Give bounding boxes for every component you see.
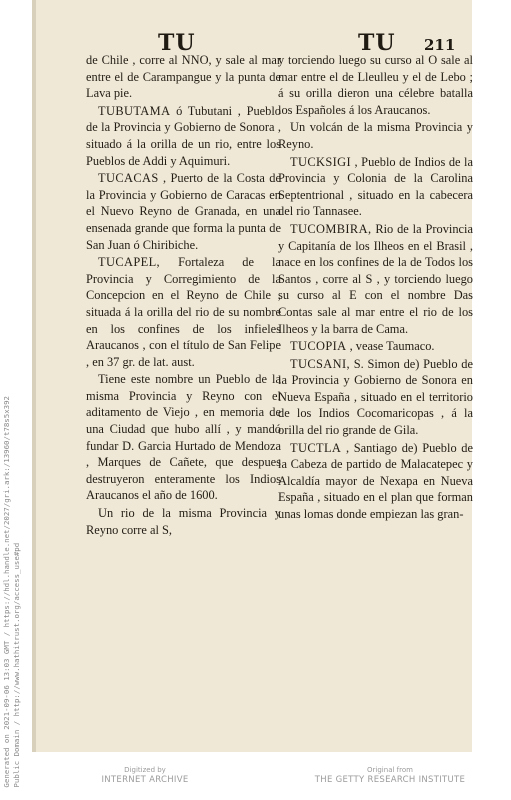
original-from-label: Original from [367,766,413,774]
left-text-column [86,52,281,538]
entry-headword: TUCACAS [98,171,159,186]
paragraph-text: ó Tubutani , Pueblo de la Provincia y Gobierno de Sonora , situado á la orilla de un rio, entre los Pueblos de Addi y Aquimuri. [86,103,281,168]
running-head-right: TU [358,30,396,56]
paragraph [86,371,281,504]
internet-archive-label: INTERNET ARCHIVE [101,775,189,785]
paragraph-text: de Chile , corre al NNO, y sale al mar entre el de Carampangue y la punta de Lava pie. [86,53,281,101]
right-text-column [278,52,473,523]
scanned-page [32,0,472,752]
entry-headword: TUCKSIGI [290,154,352,169]
getty-institute-label: THE GETTY RESEARCH INSTITUTE [314,775,466,785]
page-header [32,30,472,54]
paragraph [278,154,473,220]
entry-headword: TUCOPIA [290,339,347,354]
paragraph-text: , Puerto de la Costa de la Provincia y Gobierno de Caracas en el Nuevo Reyno de Granada, en una ensenada grande que forma la punta de San Juan ó Chiribiche. [86,171,281,252]
entry-headword: TUCAPEL, [98,255,161,270]
scan-edge [32,0,36,752]
paragraph-text: , Santiago de) Pueblo de la Cabeza de partido de Malacatepec y Alcaldía mayor de Nexapa en Nueva España , situado en el plan que forman unas lomas donde empiezan las gran- [278,440,473,522]
entry-headword: TUCSANI, [290,356,350,371]
paragraph [86,52,281,102]
paragraph-text: Fortaleza de la Provincia y Corregimiento de la Concepcion en el Reyno de Chile , situada á la orilla del rio de su nombre en los confines de los infieles Araucanos , con el título de San Felipe , en 37 gr. de lat. aust. [86,255,281,369]
watermark-line-2: Public Domain / http://www.hathitrust.org/access_use#pd [12,543,21,788]
running-head-left: TU [158,30,196,56]
paragraph [278,338,473,355]
paragraph [278,440,473,523]
hathitrust-watermark [2,396,22,788]
digitizer-credit [80,766,210,786]
digitization-footer [0,766,511,800]
paragraph [278,356,473,439]
paragraph [278,52,473,118]
page-number: 211 [424,36,456,54]
digitized-by-label: Digitized by [124,766,166,774]
original-source-credit [300,766,480,786]
paragraph-text: Un rio de la misma Provincia y Reyno corre al S, [86,506,281,537]
paragraph-text: y torciendo luego su curso al O sale al mar entre el de Lleulleu y el de Lebo ; á su orilla dieron una célebre batalla los Españoles á los Araucanos. [278,53,473,117]
paragraph-text: Un volcán de la misma Provincia y Reyno. [278,120,473,151]
paragraph-text: , Pueblo de Indios de la Provincia y Colonia de la Carolina Septentrional , situado en la cabecera del rio Tannasee. [278,154,473,219]
entry-headword: TUCTLA [290,440,342,455]
paragraph-text: S. Simon de) Pueblo de la Provincia y Gobierno de Sonora en Nueva España , situado en el territorio de los Indios Cocomaricopas , á la orilla del rio grande de Gila. [278,356,473,438]
paragraph [86,103,281,169]
paragraph-text: , vease Taumaco. [346,339,435,354]
paragraph [86,505,281,538]
paragraph [86,254,281,370]
paragraph [86,170,281,253]
paragraph [278,221,473,337]
paragraph-text: Tiene este nombre un Pueblo de la misma Provincia y Reyno con el aditamento de Viejo , en memoria de una Ciudad que hubo allí , y mandó fundar D. Garcia Hurtado de Mendoza , Marques de Cañete, que despues destruyeron enteramente los Indios Araucanos el año de 1600. [86,372,281,503]
watermark-line-1: Generated on 2021-09-06 13:03 GMT / https://hdl.handle.net/2027/gri.ark:/13960/t78s5x392 [2,396,11,788]
entry-headword: TUBUTAMA [98,103,171,118]
paragraph-text: Rio de la Provincia y Capitanía de los Ilheos en el Brasil , nace en los confines de la de Todos los Santos , corre al S , y torciendo luego su curso al E con el nombre Das Contas sale al mar entre el rio de los Ilheos y la barra de Cama. [278,221,473,336]
entry-headword: TUCOMBIRA, [290,221,372,236]
paragraph [278,119,473,152]
